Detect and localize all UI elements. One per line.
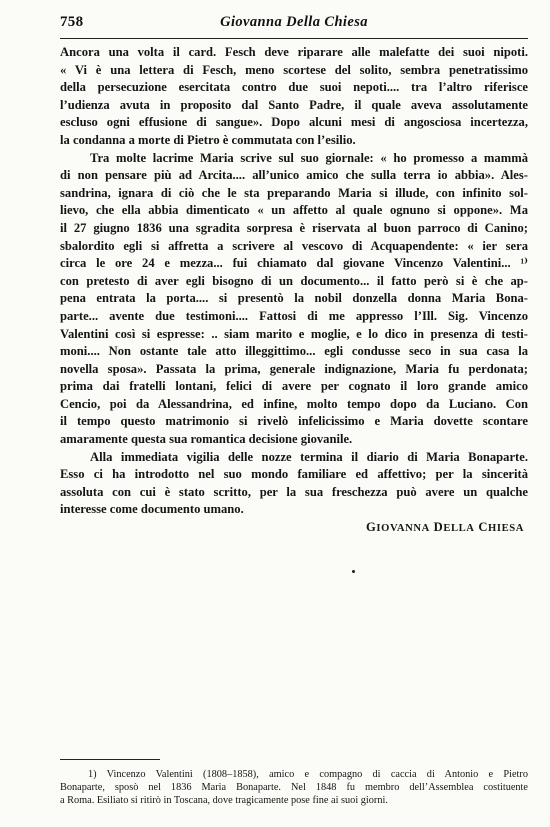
text-line: novella sposa». Passata la prima, generale indignazione, Maria fu perdonata; xyxy=(60,361,528,376)
text-line: moni.... Non ostante tale atto illeggittimo... egli condusse seco in sua casa la xyxy=(60,344,528,359)
text-line: Ancora una volta il card. Fesch deve riparare alle malefatte dei suoi nipoti. xyxy=(60,45,528,59)
text-line: con pretesto di aver egli bisogno di un documento... il fatto però si è che ap- xyxy=(60,273,528,288)
body-text xyxy=(60,44,528,538)
signature-initial: G xyxy=(366,520,377,535)
ink-speck xyxy=(352,570,355,573)
signature-rest: IOVANNA xyxy=(376,523,430,535)
footnote-line: a Roma. Esiliato si ritirò in Toscana, dove tragicamente pose fine ai suoi giorni. xyxy=(60,795,388,807)
text-line: escluso ogni effusione di sangue». Dopo alcuni mesi di angosciosa incertezza, xyxy=(60,115,528,130)
text-line: l’udienza avuta in proposito dal Santo Padre, il quale aveva assolutamente xyxy=(60,97,528,112)
footnote-rule xyxy=(60,759,160,760)
text-line: Alla immediata vigilia delle nozze termina il diario di Maria Bonaparte. xyxy=(90,449,528,464)
text-line: il 27 giugno 1836 una sgradita sorpresa è riservata al buon parroco di Canino; xyxy=(60,220,528,235)
text-line: Cencio, poi da Alessandrina, ed infine, molto tempo dopo da Luciano. Con xyxy=(60,396,528,411)
text-line: amaramente questa sua romantica decisione giovanile. xyxy=(60,432,353,447)
signature-initial: D xyxy=(433,520,444,535)
text-line: della persecuzione esercitata contro due suoi nepoti.... tra l’altro riferisce xyxy=(60,80,528,95)
footnote xyxy=(60,768,528,808)
text-line: « Vi è una lettera di Fesch, meno scortese del solito, sembra penetratissimo xyxy=(60,62,528,77)
text-line: Esso ci ha introdotto nel suo mondo familiare ed affettivo; per la sincerità xyxy=(60,467,528,482)
text-line: pena entrata la porta.... si presentò la nobil donzella donna Maria Bona- xyxy=(60,291,528,306)
page-number: 758 xyxy=(60,14,84,30)
signature-rest: ELLA xyxy=(443,523,475,535)
text-line: assoluta con cui è stato scritto, per la sua freschezza può avere un qualche xyxy=(60,484,528,499)
text-line: prima dai fratelli lontani, felici di avere per cognato il loro grande amico xyxy=(60,379,528,394)
author-signature xyxy=(60,519,528,538)
text-line: Valentini così si espresse: .. siam marito e moglie, e lo dico in presenza di testi- xyxy=(60,326,528,341)
header-rule xyxy=(60,38,528,39)
footnote-line: Bonaparte, sposò nel 1836 Maria Bonaparte. Nel 1848 fu membro dell’Assemblea costituente xyxy=(60,782,528,794)
text-line: di non pensare più ad Arcita.... all’unico amico che sulla terra io abbia». Ales- xyxy=(60,168,528,183)
text-line: lievo, che ella abbia dimenticato « un affetto al quale ognuno si oppone». Ma xyxy=(60,203,528,218)
text-line: la condanna a morte di Pietro è commutata con l’esilio. xyxy=(60,132,356,147)
signature-rest: HIESA xyxy=(488,523,524,535)
text-line: sandrina, ignara di ciò che le sta preparando Maria si illude, con infinito sol- xyxy=(60,185,528,200)
text-line: sbalordito egli si affretta a scrivere al vescovo di Acquapendente: « ier sera xyxy=(60,238,528,253)
text-line: interesse come documento umano. xyxy=(60,502,244,517)
text-line: Tra molte lacrime Maria scrive sul suo giornale: « ho promesso a mammà xyxy=(90,150,528,165)
text-line: parte... avente due testimoni.... Fattosi di me appresso l’Ill. Sig. Vincenzo xyxy=(60,308,528,323)
signature-initial: C xyxy=(478,520,489,535)
running-title: Giovanna Della Chiesa xyxy=(220,14,368,30)
text-line: circa le ore 24 e mezza... fui chiamato dal giovane Vincenzo Valentini... ¹⁾ xyxy=(60,256,528,271)
page-header xyxy=(60,14,528,36)
footnote-line: 1) Vincenzo Valentini (1808–1858), amico e compagno di caccia di Antonio e Pietro xyxy=(88,769,528,780)
text-line: il tempo questo matrimonio si rivelò infelicissimo e Maria dovette scontare xyxy=(60,414,528,429)
